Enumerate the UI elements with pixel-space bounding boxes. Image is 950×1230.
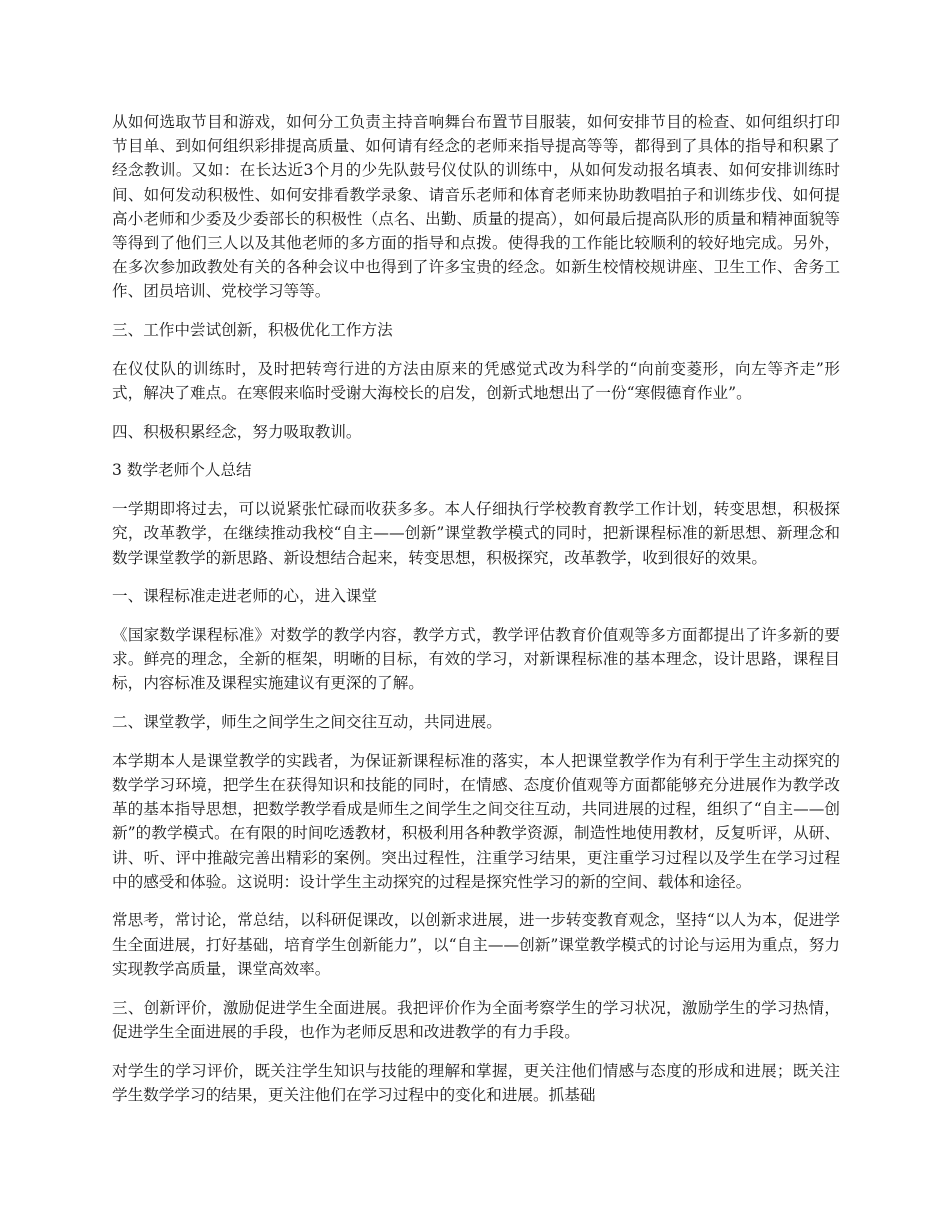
section-heading-2: 二、课堂教学，师生之间学生之间交往互动，共同进展。 (112, 713, 502, 732)
document-body (112, 110, 840, 1121)
paragraph-3: 一学期即将过去，可以说紧张忙碌而收获多多。本人仔细执行学校教育教学工作计划，转变思想，积极探究，改革教学，在继续推动我校“自主——创新”课堂教学模式的同时，把新课程标准的新思想、新理念和数学课堂教学的新思路、新设想结合起来，转变思想，积极探究，改革教学，收到很好的效果。 (112, 500, 840, 567)
paragraph-2: 在仪仗队的训练时，及时把转弯行进的方法由原来的凭感觉式改为科学的“向前变菱形，向左等齐走”形式，解决了难点。在寒假来临时受谢大海校长的启发，创新式地想出了一份“寒假德育作业”。 (112, 359, 840, 403)
paragraph-7: 三、创新评价，激励促进学生全面进展。我把评价作为全面考察学生的学习状况，激励学生的学习热情，促进学生全面进展的手段，也作为老师反思和改进教学的有力手段。 (112, 998, 840, 1041)
paragraph-1: 从如何选取节目和游戏，如何分工负责主持音响舞台布置节目服装，如何安排节目的检查、如何组织打印节目单、到如何组织彩排提高质量、如何请有经念的老师来指导提高等等，都得到了具体的指导和积累了经念教训。又如：在长达近3个月的少先队鼓号仪仗队的训练中，从如何发动报名填表、如何安排训练时间、如何发动积极性、如何安排看教学录象、请音乐老师和体育老师来协助教唱拍子和训练步伐、如何提高小老师和少委及少委部长的积极性（点名、出勤、质量的提高），如何最后提高队形的质量和精神面貌等等得到了他们三人以及其他老师的多方面的指导和点拨。使得我的工作能比较顺利的较好地完成。另外，在多次参加政教处有关的各种会议中也得到了许多宝贵的经念。如新生校情校规讲座、卫生工作、舍务工作、团员培训、党校学习等等。 (112, 113, 840, 301)
paragraph-8: 对学生的学习评价，既关注学生知识与技能的理解和掌握，更关注他们情感与态度的形成和进展；既关注学生数学学习的结果，更关注他们在学习过程中的变化和进展。抓基础 (112, 1061, 840, 1104)
article-title: 3 数学老师个人总结 (112, 461, 252, 480)
section-heading-1: 一、课程标准走进老师的心，进入课堂 (112, 587, 378, 606)
paragraph-6: 常思考，常讨论，常总结，以科研促课改，以创新求进展，进一步转变教育观念，坚持“以人为本，促进学生全面进展，打好基础，培育学生创新能力”，以“自主——创新”课堂教学模式的讨论与运用为重点，努力实现教学高质量，课堂高效率。 (112, 911, 840, 978)
section-heading-3: 三、工作中尝试创新，积极优化工作方法 (112, 321, 393, 340)
section-heading-4: 四、积极积累经念，努力吸取教训。 (112, 422, 362, 441)
paragraph-4: 《国家数学课程标准》对数学的教学内容，教学方式，教学评估教育价值观等多方面都提出了许多新的要求。鲜亮的理念，全新的框架，明晰的目标，有效的学习，对新课程标准的基本理念，设计思路，课程目标，内容标准及课程实施建议有更深的了解。 (112, 625, 840, 693)
paragraph-5: 本学期本人是课堂教学的实践者，为保证新课程标准的落实，本人把课堂教学作为有利于学生主动探究的数学学习环境，把学生在获得知识和技能的同时，在情感、态度价值观等方面都能够充分进展作为教学改革的基本指导思想，把数学教学看成是师生之间学生之间交往互动，共同进展的过程，组织了“自主——创新”的教学模式。在有限的时间吃透教材，积极利用各种教学资源，制造性地使用教材，反复听评，从研、讲、听、评中推敲完善出精彩的案例。突出过程性，注重学习结果，更注重学习过程以及学生在学习过程中的感受和体验。这说明：设计学生主动探究的过程是探究性学习的新的空间、载体和途径。 (112, 751, 840, 891)
